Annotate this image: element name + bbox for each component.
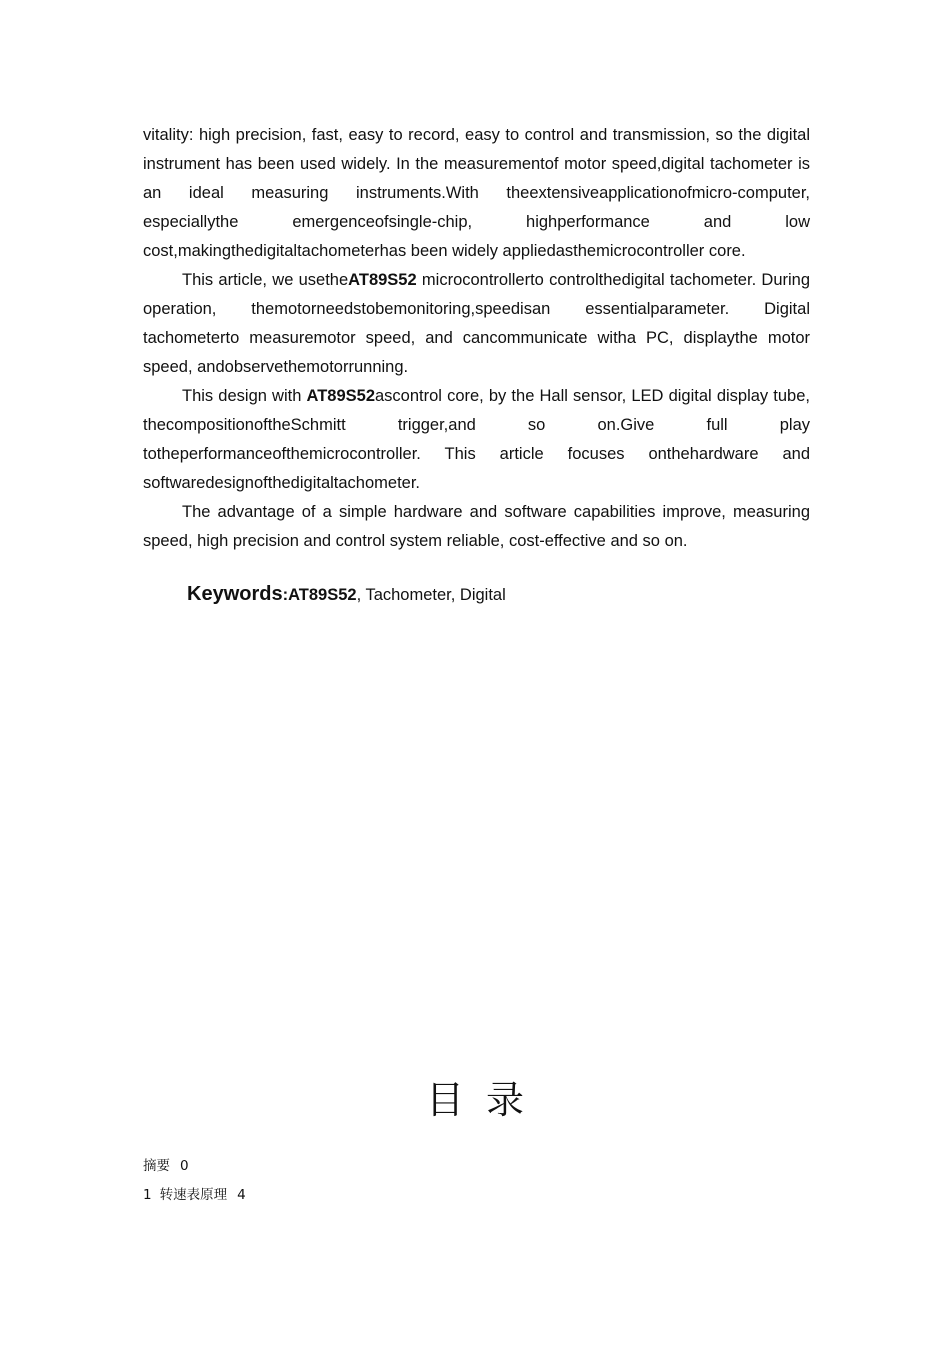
toc-item-chapter-1[interactable]	[143, 1181, 246, 1210]
abstract-paragraph-3-lead: This design with	[182, 387, 307, 405]
chip-name-bold: AT89S52	[348, 271, 417, 289]
keywords-label: Keywords	[187, 583, 283, 605]
abstract-paragraph-3	[143, 382, 810, 498]
keyword-chip: AT89S52	[288, 586, 357, 604]
abstract-paragraph-2	[143, 266, 810, 382]
toc-item-page: 0	[180, 1158, 189, 1174]
toc-list	[143, 1152, 246, 1210]
toc-title: 目录	[425, 1078, 546, 1122]
abstract-paragraph-2-lead: This article, we usethe	[182, 271, 349, 289]
abstract-body	[143, 121, 810, 556]
toc-item-label: 转速表原理	[159, 1187, 228, 1203]
keywords-line	[187, 580, 506, 609]
keywords-rest: , Tachometer, Digital	[356, 586, 506, 604]
abstract-paragraph-4: The advantage of a simple hardware and software capabilities improve, measuring speed, high precision and control system reliable, cost-effective and so on.	[143, 503, 810, 550]
toc-item-label: 摘要	[143, 1158, 170, 1174]
abstract-paragraph-1: vitality: high precision, fast, easy to record, easy to control and transmission, so the digital instrument has been used widely. In the measurementof motor speed,digital tachometer is an ideal measuring instruments.With theextensiveapplicationofmicro-computer, especiallythe emergenceofsingle-chip, highperformance and low cost,makingthedigitaltachometerhas been widely appliedasthemicrocontroller core.	[143, 126, 810, 260]
toc-item-number: 1	[143, 1187, 152, 1203]
abstract-paragraph-2-tail: microcontrollerto controlthedigital tachometer. During operation, themotorneedstobemonitoring,speedisan essentialparameter. Digital tachometerto measuremotor speed, and cancommunicate witha PC, displaythe motor speed, andobservethemotorrunning.	[143, 271, 811, 376]
keywords-separator: :	[282, 586, 289, 604]
chip-name-bold: AT89S52	[306, 387, 375, 405]
toc-item-page: 4	[237, 1187, 246, 1203]
abstract-paragraph-3-tail: ascontrol core, by the Hall sensor, LED digital display tube, thecompositionoftheSchmitt trigger,and so on.Give full play totheperformanceofthemicrocontroller. This article focuses onthehardware and softwaredesignofthedigitaltachometer.	[143, 387, 810, 492]
toc-item-abstract[interactable]	[143, 1152, 246, 1181]
